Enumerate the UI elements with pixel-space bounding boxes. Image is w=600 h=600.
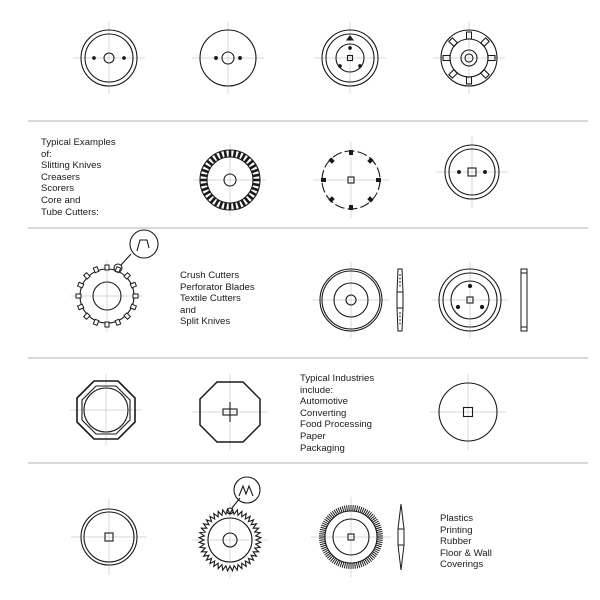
typical-industries-text	[300, 373, 374, 454]
blade-r3c4	[432, 262, 508, 338]
plastics-text	[440, 513, 492, 571]
blade-r2c2	[194, 144, 266, 216]
line: Split Knives	[180, 316, 231, 328]
line: Printing	[440, 524, 473, 536]
line: Food Processing	[300, 419, 372, 431]
typical-examples-text	[41, 137, 116, 218]
blade-r4c1	[70, 374, 142, 446]
line: Coverings	[440, 559, 484, 571]
line: Automotive	[300, 396, 348, 408]
blade-r1c1	[73, 22, 145, 94]
blade-r3c3	[313, 262, 389, 338]
blade-r1c3	[314, 22, 386, 94]
line: Core and	[41, 194, 81, 206]
blade-r1c4	[433, 22, 505, 94]
blade-r2c3	[313, 142, 389, 218]
blade-r5c3-profile	[398, 504, 404, 570]
blade-r2c4	[436, 136, 508, 208]
line: Crush Cutters	[180, 270, 240, 281]
line: of:	[41, 148, 52, 160]
line: Creasers	[41, 171, 80, 183]
line: Plastics	[440, 513, 474, 524]
line: Slitting Knives	[41, 160, 102, 172]
blade-r4c4	[430, 374, 506, 450]
line: Packaging	[300, 442, 345, 454]
line: Tube Cutters:	[41, 206, 99, 218]
line: Textile Cutters	[180, 293, 241, 305]
line: Scorers	[41, 183, 75, 195]
crush-cutters-text	[180, 270, 255, 328]
line: Converting	[300, 407, 347, 419]
blade-r3c3-profile	[397, 269, 403, 331]
blade-r5c2	[192, 477, 268, 578]
line: Typical Industries	[300, 373, 375, 384]
line: and	[180, 304, 197, 316]
blade-r5c1	[71, 499, 147, 575]
blade-r3c4-profile	[521, 269, 527, 331]
blade-r1c2	[192, 22, 264, 94]
line: Typical Examples	[41, 137, 116, 148]
blade-r3c1	[71, 230, 158, 332]
line: Floor & Wall	[440, 547, 492, 559]
line: include:	[300, 384, 334, 396]
line: Paper	[300, 430, 326, 442]
blade-r5c3	[311, 497, 391, 577]
line: Perforator Blades	[180, 281, 255, 293]
blade-r4c2	[192, 374, 268, 450]
detail-callout	[130, 230, 158, 258]
line: Rubber	[440, 536, 472, 548]
